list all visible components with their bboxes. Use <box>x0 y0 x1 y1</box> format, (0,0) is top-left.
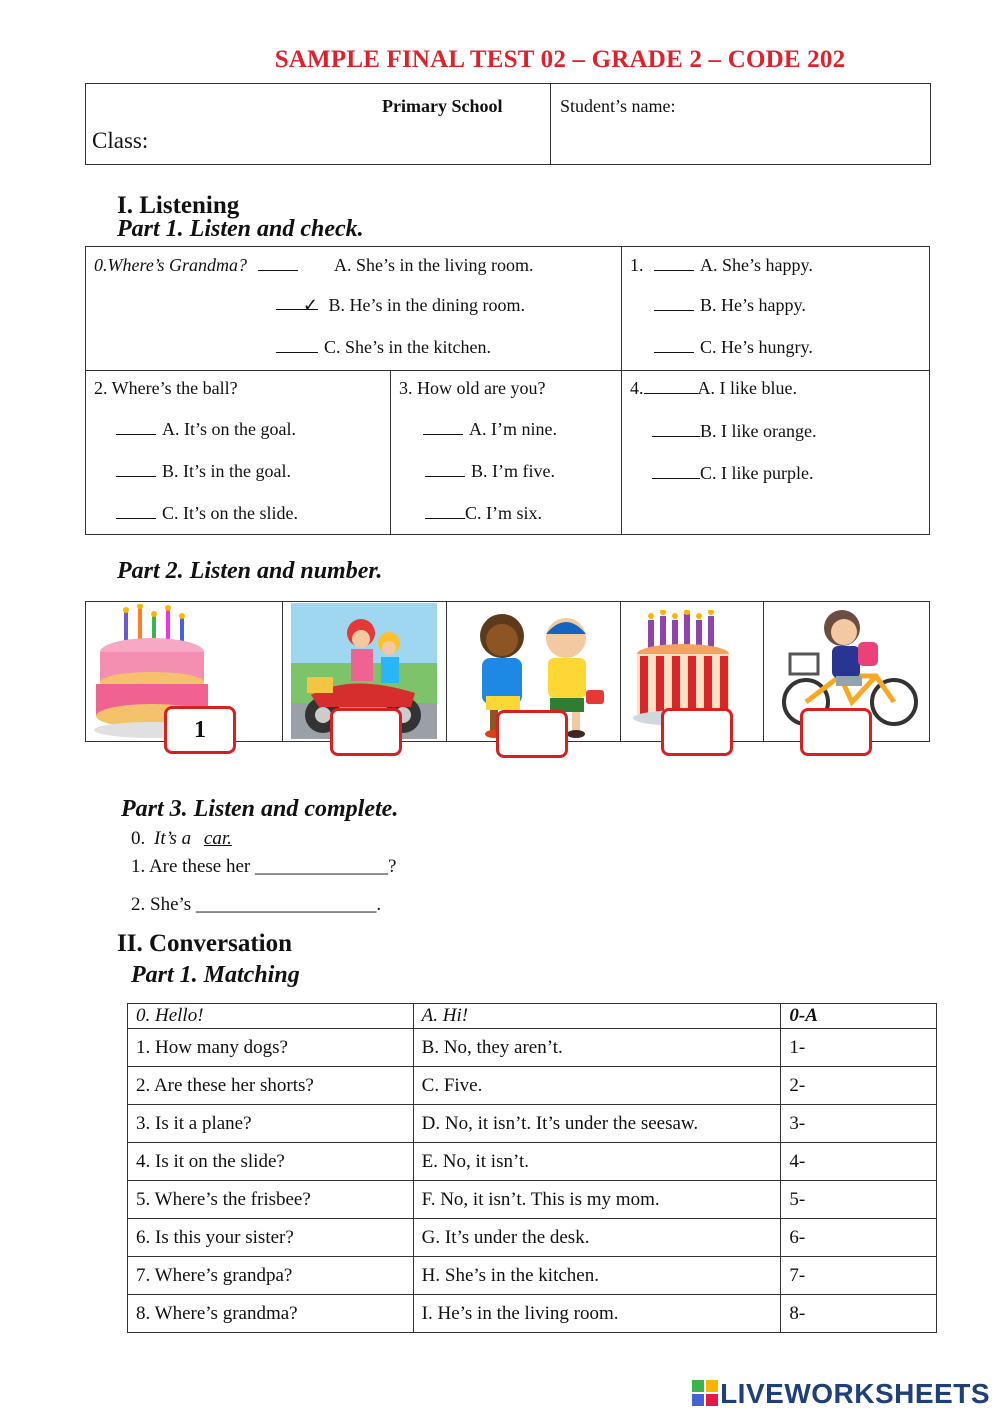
match-cell[interactable]: 7- <box>781 1257 937 1295</box>
q1-option-c: C. He’s hungry. <box>654 337 813 358</box>
class-label: Class: <box>92 128 149 153</box>
q2-option-c: C. It’s on the slide. <box>116 503 298 524</box>
page-title: SAMPLE FINAL TEST 02 – GRADE 2 – CODE 202 <box>274 46 846 73</box>
answer-cell: H. She’s in the kitchen. <box>413 1257 781 1295</box>
q4-a-blank[interactable] <box>644 379 698 394</box>
answer-cell: A. Hi! <box>413 1004 781 1029</box>
picture-4-number-box[interactable] <box>661 708 733 756</box>
q1-option-a: 1. A. She’s happy. <box>630 255 813 275</box>
q3-c-blank[interactable] <box>425 504 465 519</box>
table-row <box>128 1004 937 1029</box>
match-cell[interactable]: 5- <box>781 1181 937 1219</box>
question-cell: 1. How many dogs? <box>128 1029 414 1067</box>
question-cell: 8. Where’s grandma? <box>128 1295 414 1333</box>
section-conversation-heading: II. Conversation <box>117 930 293 957</box>
answer-cell: B. No, they aren’t. <box>413 1029 781 1067</box>
q4-option-b: B. I like orange. <box>652 421 816 442</box>
question-cell: 0. Hello! <box>128 1004 414 1029</box>
picture-3-number-box[interactable] <box>496 710 568 758</box>
table-row <box>128 1143 937 1181</box>
table-row <box>128 1067 937 1105</box>
table-row <box>128 1295 937 1333</box>
liveworksheets-logo-icon <box>692 1380 718 1406</box>
table-row <box>128 1029 937 1067</box>
q4-option-a: 4. A. I like blue. <box>630 378 797 398</box>
q3-option-c: C. I’m six. <box>425 503 542 524</box>
q1-b-blank[interactable] <box>654 296 694 311</box>
school-label: Primary School <box>382 96 503 116</box>
q2-option-a: A. It’s on the goal. <box>116 419 296 440</box>
q4-c-blank[interactable] <box>652 464 700 479</box>
matching-heading: Part 1. Matching <box>131 962 300 988</box>
answer-cell: F. No, it isn’t. This is my mom. <box>413 1181 781 1219</box>
picture-1-number-box[interactable]: 1 <box>164 706 236 754</box>
q0-option-b: ✓ B. He’s in the dining room. <box>276 295 525 316</box>
header-box <box>85 83 931 165</box>
match-cell[interactable]: 8- <box>781 1295 937 1333</box>
table-row <box>128 1257 937 1295</box>
question-cell: 6. Is this your sister? <box>128 1219 414 1257</box>
q2-c-blank[interactable] <box>116 504 156 519</box>
part1-heading: Part 1. Listen and check. <box>117 216 364 242</box>
answer-cell: C. Five. <box>413 1067 781 1105</box>
picture-5-number-box[interactable] <box>800 708 872 756</box>
table-row <box>128 1105 937 1143</box>
match-cell[interactable]: 2- <box>781 1067 937 1105</box>
q3-b-blank[interactable] <box>425 462 465 477</box>
answer-cell: E. No, it isn’t. <box>413 1143 781 1181</box>
answer-cell: I. He’s in the living room. <box>413 1295 781 1333</box>
q3-question: 3. How old are you? <box>399 378 546 398</box>
q1-a-blank[interactable] <box>654 256 694 271</box>
question-cell: 4. Is it on the slide? <box>128 1143 414 1181</box>
q4-option-c: C. I like purple. <box>652 463 813 484</box>
match-cell: 0-A <box>781 1004 937 1029</box>
match-cell[interactable]: 1- <box>781 1029 937 1067</box>
match-cell[interactable]: 4- <box>781 1143 937 1181</box>
q3-option-b: B. I’m five. <box>425 461 555 482</box>
q2-b-blank[interactable] <box>116 462 156 477</box>
q0-option-a: A. She’s in the living room. <box>334 255 534 275</box>
matching-table <box>127 1003 937 1333</box>
part3-heading: Part 3. Listen and complete. <box>121 796 399 822</box>
question-cell: 7. Where’s grandpa? <box>128 1257 414 1295</box>
q0-option-c: C. She’s in the kitchen. <box>276 337 491 358</box>
table-row <box>128 1219 937 1257</box>
part3-example: 0. It’s a car. <box>131 828 232 849</box>
example-answer: car. <box>203 828 232 849</box>
q4-b-blank[interactable] <box>652 422 700 437</box>
part3-line-1[interactable]: 1. Are these her ______________? <box>131 856 397 877</box>
part1-grid <box>85 246 930 535</box>
liveworksheets-logo[interactable]: LIVEWORKSHEETS <box>692 1378 990 1410</box>
picture-2-number-box[interactable] <box>330 708 402 756</box>
answer-cell: D. No, it isn’t. It’s under the seesaw. <box>413 1105 781 1143</box>
q2-option-b: B. It’s in the goal. <box>116 461 291 482</box>
question-cell: 2. Are these her shorts? <box>128 1067 414 1105</box>
q1-option-b: B. He’s happy. <box>654 295 806 316</box>
picture-strip <box>85 601 930 742</box>
match-cell[interactable]: 3- <box>781 1105 937 1143</box>
check-mark: ✓ <box>276 295 318 310</box>
section-listening-heading: I. Listening <box>117 192 240 219</box>
question-cell: 5. Where’s the frisbee? <box>128 1181 414 1219</box>
question-cell: 3. Is it a plane? <box>128 1105 414 1143</box>
student-name-label: Student’s name: <box>560 96 676 116</box>
table-row <box>128 1181 937 1219</box>
q3-a-blank[interactable] <box>423 420 463 435</box>
q2-question: 2. Where’s the ball? <box>94 378 238 398</box>
match-cell[interactable]: 6- <box>781 1219 937 1257</box>
q2-a-blank[interactable] <box>116 420 156 435</box>
answer-cell: G. It’s under the desk. <box>413 1219 781 1257</box>
part2-heading: Part 2. Listen and number. <box>117 558 383 584</box>
q3-option-a: A. I’m nine. <box>423 419 557 440</box>
q1-c-blank[interactable] <box>654 338 694 353</box>
q0-question: 0.Where’s Grandma? <box>94 255 304 276</box>
part3-line-2[interactable]: 2. She’s ___________________. <box>131 894 382 915</box>
